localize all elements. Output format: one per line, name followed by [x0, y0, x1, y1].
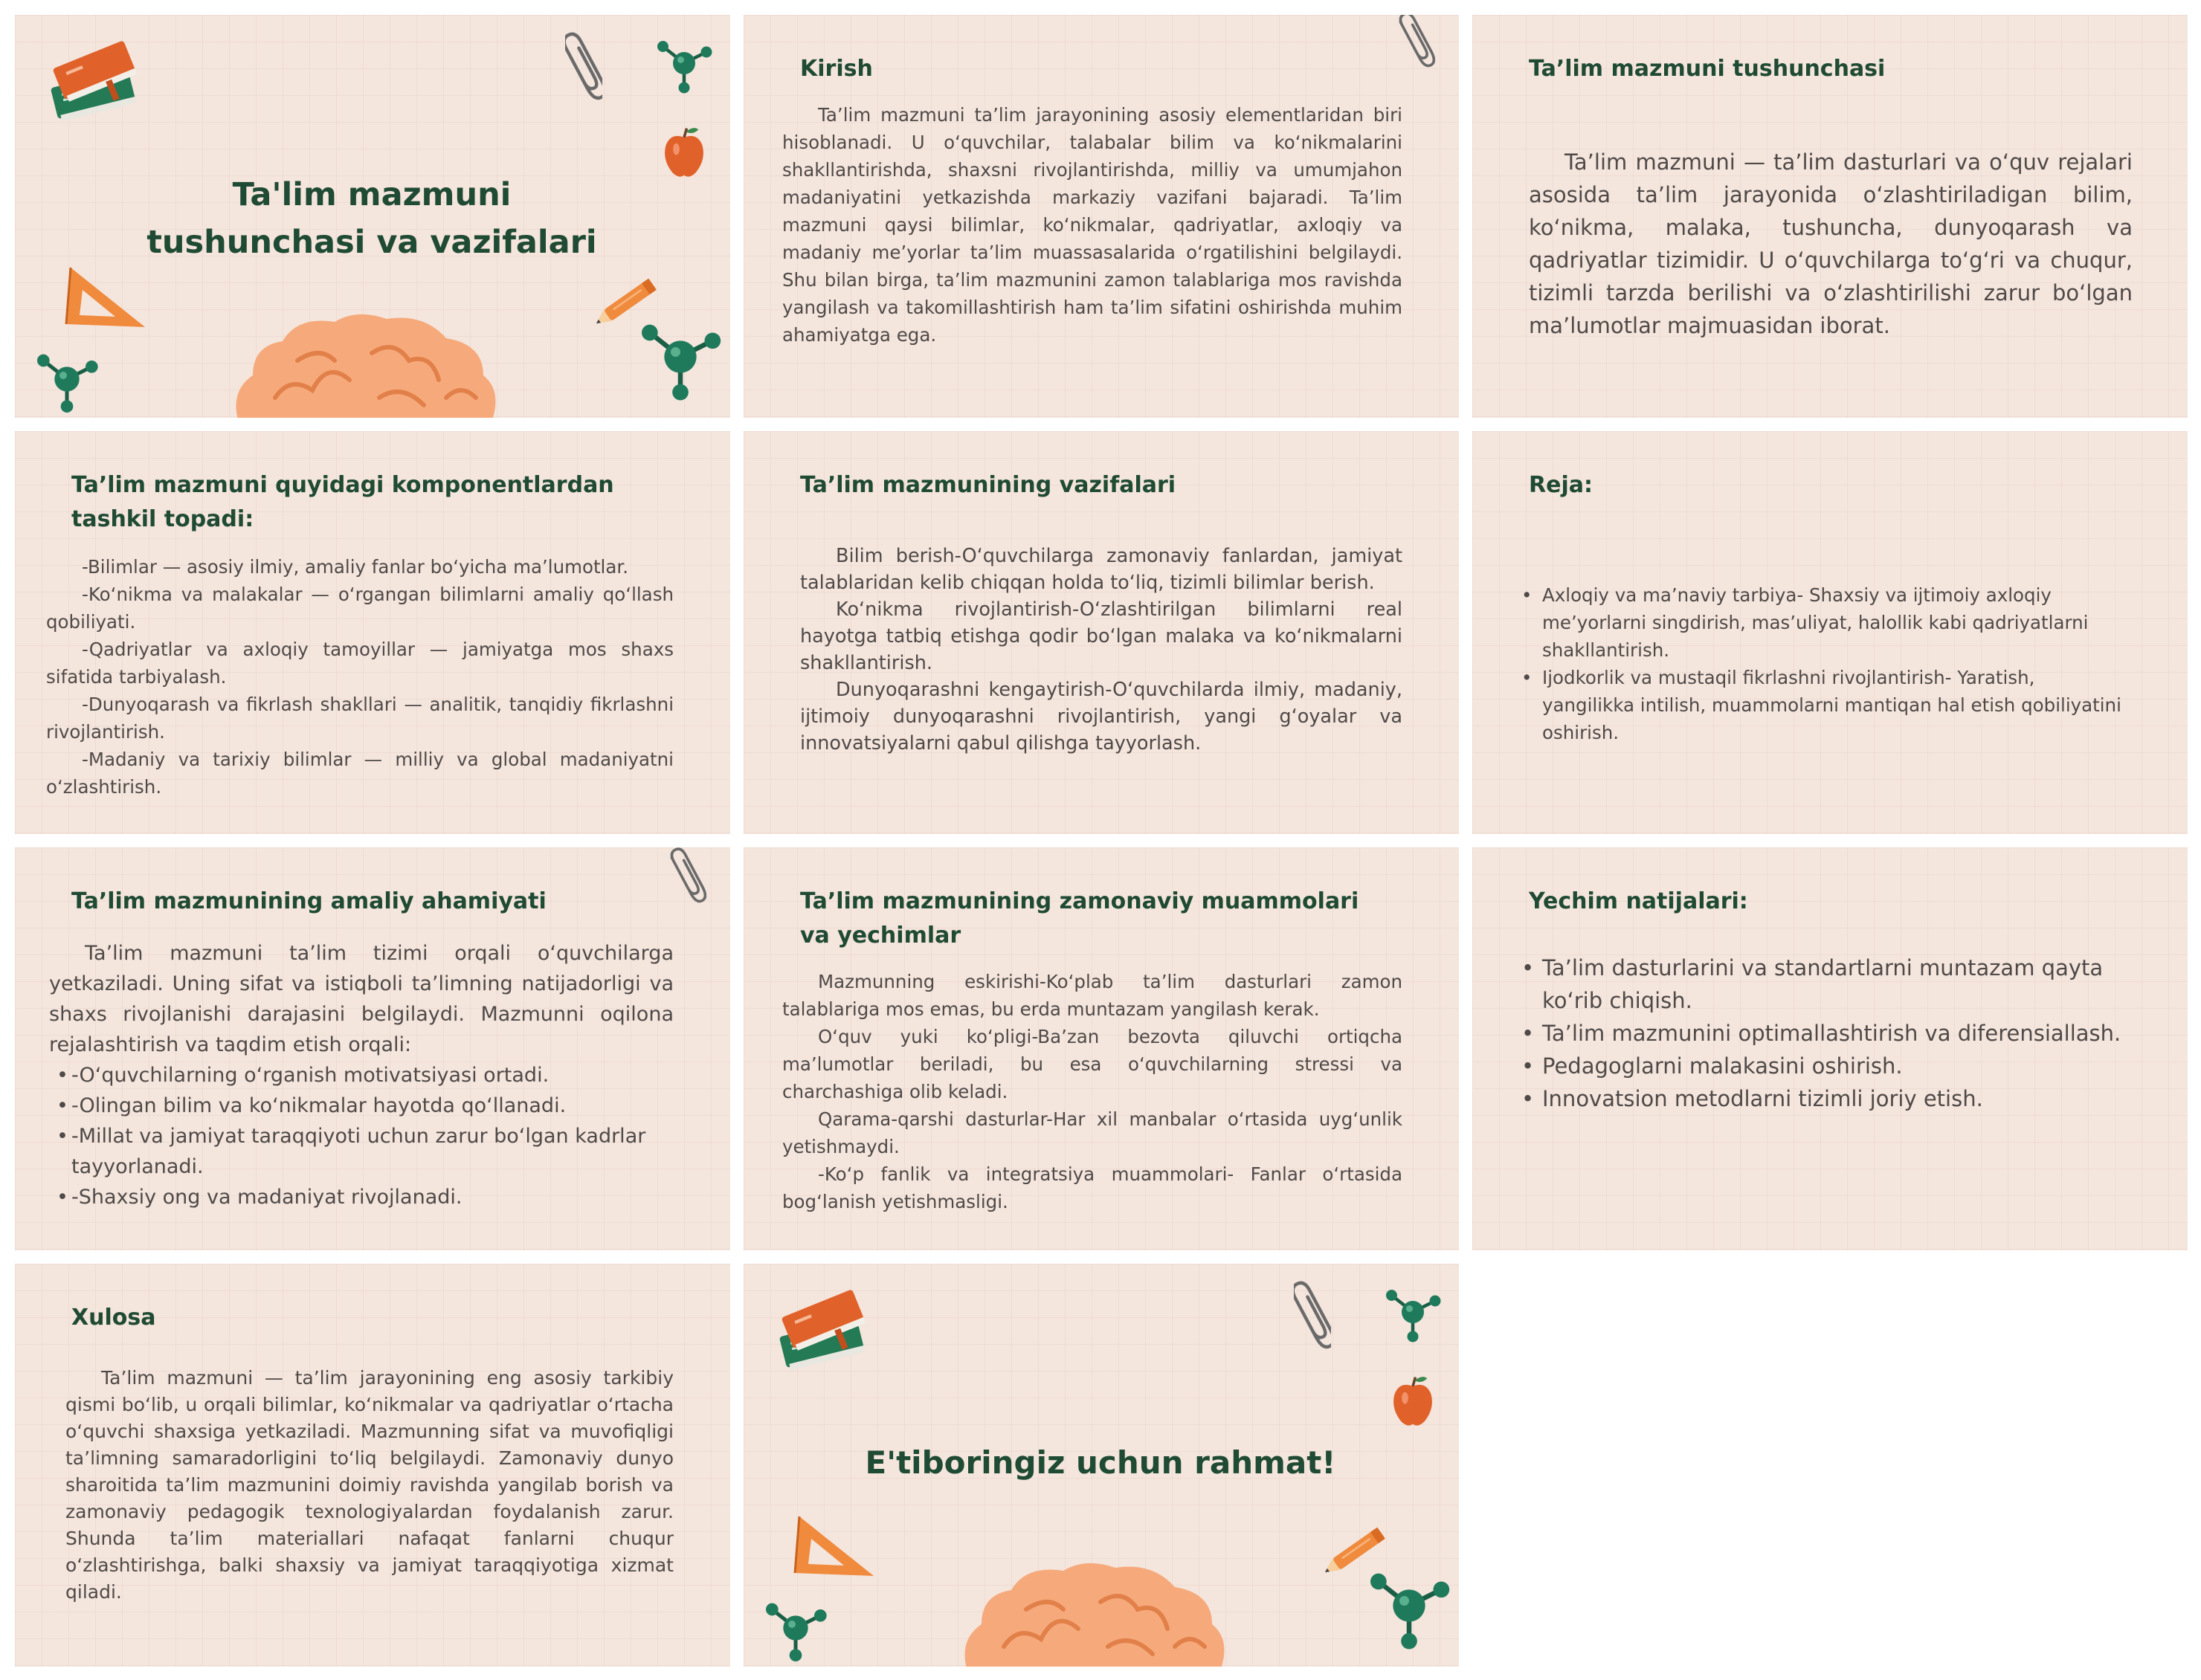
slide-heading: Xulosa — [71, 1305, 156, 1331]
slide-heading: Ta’lim mazmuni tushunchasi — [1529, 56, 1886, 82]
list-item: • Axloqiy va ma’naviy tarbiya- Shaxsiy va ijtimoiy axloqiy me’yorlarni singdirish, mas’uliyat, halollik kabi qadriyatlarni shakllantirish. — [1514, 581, 2131, 664]
slide-kirish — [744, 15, 1459, 418]
molecule-icon — [1361, 1557, 1457, 1654]
list-item: • Pedagoglarni malakasini oshirish. — [1514, 1050, 2131, 1082]
triangle-ruler-icon — [784, 1502, 881, 1583]
list-item: Ko‘nikma rivojlantirish-O‘zlashtirilgan bilimlarni real hayotga tatbiq etishga qodir bo‘lgan malaka va ko‘nikmalarni shakllantirish. — [800, 598, 1402, 674]
slide-body — [800, 543, 1402, 757]
deck-title: Ta'lim mazmuni tushunchasi va vazifalari — [146, 176, 597, 261]
slide-body — [1529, 146, 2133, 342]
paragraph: Ta’lim mazmuni ta’lim tizimi orqali o‘quvchilarga yetkaziladi. Uning sifat va istiqboli ta’limning natijadorligi va shaxs rivojlanishi darajasini belgilaydi. Mazmunni oqilona rejalashtirish va taqdim etish orqali: — [49, 942, 674, 1056]
books-icon — [766, 1286, 877, 1386]
slide-title — [15, 15, 730, 418]
apple-icon — [658, 123, 710, 182]
list-item: O‘quv yuki ko‘pligi-Ba’zan bezovta qiluvchi ortiqcha ma’lumotlar beriladi, bu esa o‘quvchilarning stressi va charchashiga olib keladi. — [782, 1026, 1402, 1102]
paragraph: Ta’lim mazmuni — ta’lim dasturlari va o‘quv rejalari asosida ta’lim jarayonida o‘zlashtiriladigan bilim, ko‘nikma, malaka, tushuncha, dunyoqarash va qadriyatlar tizimidir. U o‘quvchilarga to‘g‘ri va chuqur, tizimli tarzda berilishi va o‘zlashtirilishi zarur bo‘lgan ma’lumotlar majmuasidan iborat. — [1529, 149, 2133, 338]
molecule-icon — [755, 1591, 837, 1665]
list-item: -Bilimlar — asosiy ilmiy, amaliy fanlar bo‘yicha ma’lumotlar. — [82, 556, 628, 578]
slide-heading: Yechim natijalari: — [1529, 888, 1748, 914]
books-icon — [37, 37, 149, 138]
slide-body — [782, 968, 1402, 1215]
list-item: -Dunyoqarash va fikrlash shakllari — analitik, tanqidiy fikrlashni rivojlantirish. — [46, 694, 674, 743]
list-item: Bilim berish-O‘quvchilarga zamonaviy fanlardan, jamiyat talablaridan kelib chiqqan holda to‘liq, tizimli bilimlar berish. — [800, 545, 1402, 594]
slide-vazifalar — [744, 431, 1459, 834]
list-item: • Ta’lim mazmunini optimallashtirish va diferensiallash. — [1514, 1017, 2131, 1050]
brain-icon — [952, 1557, 1234, 1667]
brain-icon — [223, 308, 506, 418]
apple-icon — [1387, 1372, 1439, 1431]
molecule-icon — [26, 342, 108, 416]
list-item: -Madaniy va tarixiy bilimlar — milliy va global madaniyatni o‘zlashtirish. — [46, 749, 674, 798]
paragraph: Ta’lim mazmuni — ta’lim jarayonining eng asosiy tarkibiy qismi bo‘lib, u orqali bilimlar, ko‘nikmalar va qadriyatlar o‘rtacha o‘quvchi shaxsiga yetkaziladi. Mazmunning sifat va muvofiqligi ta’limning samaradorligini to‘liq belgilaydi. Zamonaviy dunyo sharoitida ta’lim mazmunini doimiy ravishda yangilab borish va zamonaviy pedagogik texnologiyalardan foydalanish zarur. Shunda ta’lim materiallari nafaqat fanlarni chuqur o‘zlashtirishga, balki shaxsiy va jamiyat taraqqiyotiga xizmat qiladi. — [65, 1367, 674, 1603]
slide-final — [744, 1264, 1459, 1667]
list-item: -Ko‘p fanlik va integratsiya muammolari- Fanlar o‘rtasida bog‘lanish yetishmasligi. — [782, 1163, 1402, 1212]
paragraph: Ta’lim mazmuni ta’lim jarayonining asosiy elementlaridan biri hisoblanadi. U o‘quvchilar, talabalar bilim va ko‘nikmalarini shakllantirishda, shaxsni rivojlantirishda, milliy va umumjahon madaniyatini yetkazishda markaziy vazifani bajaradi. Ta’lim mazmuni qaysi bilimlar, ko‘nikmalar, qadriyatlar, axloqiy va madaniy me’yorlar ta’lim muassasalarida o‘rgatilishini belgilaydi. Shu bilan birga, ta’lim mazmunini zamon talablariga mos ravishda yangilash va takomillashtirish ham ta’lim sifatini oshirishda muhim ahamiyatga ega. — [782, 104, 1402, 346]
slide-body — [782, 101, 1402, 349]
list-item: -Ko‘nikma va malakalar — o‘rgangan bilimlarni amaliy qo‘llash qobiliyati. — [46, 584, 674, 633]
list-item: • -Shaxsiy ong va madaniyat rivojlanadi. — [49, 1182, 674, 1212]
slide-xulosa — [15, 1264, 730, 1667]
slide-body — [46, 553, 674, 801]
list-item: • -O‘quvchilarning o‘rganish motivatsiyasi ortadi. — [49, 1060, 674, 1091]
slide-tushuncha — [1472, 15, 2188, 418]
paperclip-icon — [565, 27, 602, 109]
bullet-list — [49, 1060, 674, 1212]
list-item: Qarama-qarshi dasturlar-Har xil manbalar o‘rtasida uyg‘unlik yetishmaydi. — [782, 1108, 1402, 1157]
closing-title: E'tiboringiz uchun rahmat! — [865, 1444, 1336, 1481]
bullet-list — [1514, 952, 2131, 1115]
molecule-icon — [632, 308, 729, 405]
slide-amaliy — [15, 847, 730, 1250]
paperclip-icon — [1294, 1276, 1331, 1357]
list-item: Mazmunning eskirishi-Ko‘plab ta’lim dasturlari zamon talablariga mos emas, bu erda muntazam yangilash kerak. — [782, 971, 1402, 1020]
slide-heading: Reja: — [1529, 472, 1593, 498]
slide-body — [65, 1365, 674, 1606]
list-item: -Qadriyatlar va axloqiy tamoyillar — jamiyatga mos shaxs sifatida tarbiyalash. — [46, 639, 674, 688]
slide-heading: Ta’lim mazmunining vazifalari — [800, 472, 1176, 498]
list-item: Dunyoqarashni kengaytirish-O‘quvchilarda ilmiy, madaniy, ijtimoiy dunyoqarashni rivojlantirish, yangi g‘oyalar va innovatsiyalarni qabul qilishga tayyorlash. — [800, 679, 1402, 755]
slide-yechim — [1472, 847, 2188, 1250]
slide-heading: Ta’lim mazmunining zamonaviy muammolari va yechimlar — [800, 888, 1359, 949]
bullet-list — [1514, 581, 2131, 746]
slide-reja — [1472, 431, 2188, 834]
list-item: • -Millat va jamiyat taraqqiyoti uchun zarur bo‘lgan kadrlar tayyorlanadi. — [49, 1121, 674, 1182]
slide-heading: Kirish — [800, 56, 873, 82]
slide-heading: Ta’lim mazmunining amaliy ahamiyati — [71, 888, 547, 914]
paperclip-icon — [669, 847, 706, 910]
slide-heading: Ta’lim mazmuni quyidagi komponentlardan tashkil topadi: — [71, 472, 614, 532]
slide-muammolar — [744, 847, 1459, 1250]
molecule-icon — [1379, 1279, 1446, 1345]
paperclip-icon — [1398, 15, 1435, 74]
list-item: • Ijodkorlik va mustaqil fikrlashni rivojlantirish- Yaratish, yangilikka intilish, muammolarni mantiqan hal etish qobiliyatini oshirish. — [1514, 664, 2131, 746]
slide-body — [49, 938, 674, 1212]
list-item: • Ta’lim dasturlarini va standartlarni muntazam qayta ko‘rib chiqish. — [1514, 952, 2131, 1017]
list-item: • Innovatsion metodlarni tizimli joriy etish. — [1514, 1082, 2131, 1115]
molecule-icon — [651, 30, 718, 97]
slide-komponentlar — [15, 431, 730, 834]
list-item: • -Olingan bilim va ko‘nikmalar hayotda qo‘llanadi. — [49, 1091, 674, 1121]
